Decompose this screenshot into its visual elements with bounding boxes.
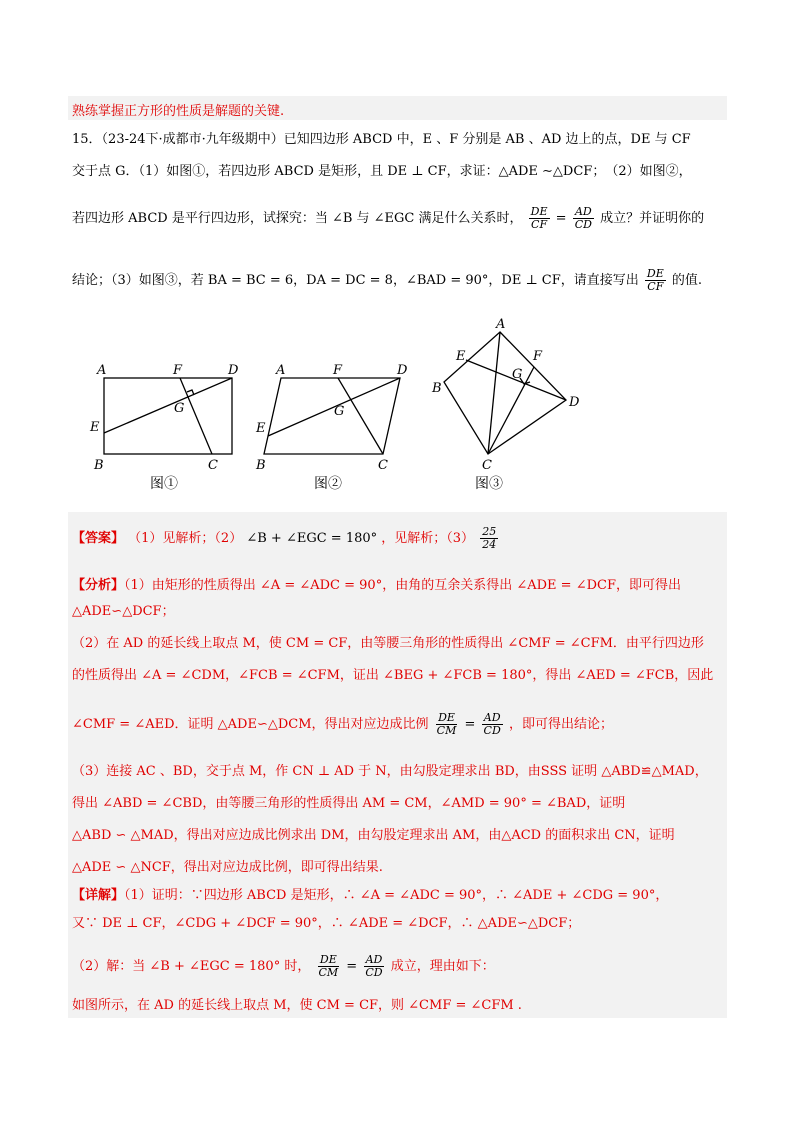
fig1-label-f: F xyxy=(173,363,183,378)
detail-text-1: （1）证明：∵四边形 ABCD 是矩形，∴ ∠A = ∠ADC = 90°，∴ ∠ADE + ∠CDG = 90°， xyxy=(124,888,669,903)
analysis-line-8: △ABD ∽ △MAD，得出对应边成比例求出 DM，由勾股定理求出 AM，由△ACD 的面积求出 CN，证明 xyxy=(72,828,675,843)
answer-text-c: ，见解析；（3） xyxy=(381,531,475,546)
fig1-caption: 图① xyxy=(150,476,178,492)
frac-den: CF xyxy=(647,280,664,293)
analysis-line-9: △ADE ∽ △NCF，得出对应边成比例，即可得出结果. xyxy=(72,860,383,875)
frac-den: CD xyxy=(365,966,383,979)
fig2-segment-fc xyxy=(338,378,383,454)
fig3-label-b: B xyxy=(432,381,442,396)
detail-text-3a: （2）解：当 ∠B + ∠EGC = 180° 时， xyxy=(72,959,311,974)
analysis-tag: 【分析】 xyxy=(72,578,125,593)
frac-num: DE xyxy=(530,205,548,218)
analysis-line-7: 得出 ∠ABD = ∠CBD，由等腰三角形的性质得出 AM = CM，∠AMD = 90° = ∠BAD，证明 xyxy=(72,796,626,811)
analysis-text-5a: ∠CMF = ∠AED．证明 △ADE∽△DCM，得出对应边成比例 xyxy=(72,717,429,732)
fig1-segment-fc xyxy=(180,378,212,454)
ratio-de-cf xyxy=(529,206,550,231)
fig2-label-f: F xyxy=(333,363,343,378)
frac-den: CF xyxy=(531,218,548,231)
analysis-line-5 xyxy=(72,712,613,737)
fig3-caption: 图③ xyxy=(475,476,503,492)
frac-num: DE xyxy=(646,267,664,280)
ratio-de-cf-2 xyxy=(645,268,666,293)
fig2-label-g: G xyxy=(334,404,345,419)
fig1-rectangle xyxy=(104,378,232,454)
fig2-label-b: B xyxy=(256,458,266,473)
analysis-line-3: （2）在 AD 的延长线上取点 M，使 CM = CF，由等腰三角形的性质得出 ∠CMF = ∠CFM．由平行四边形 xyxy=(72,636,704,651)
ratio-ad-cd xyxy=(573,206,594,231)
fig1-label-b: B xyxy=(94,458,104,473)
fig2-label-e: E xyxy=(256,421,266,436)
fig3-label-e: E xyxy=(456,349,466,364)
frac-num: AD xyxy=(483,711,501,724)
frac-num: AD xyxy=(365,953,383,966)
fig1-label-e: E xyxy=(90,420,100,435)
fig2-label-a: A xyxy=(276,363,286,378)
equals-sign: = xyxy=(464,717,476,732)
fig3-label-g: G xyxy=(512,367,523,382)
top-note: 熟练掌握正方形的性质是解题的关键. xyxy=(72,104,285,119)
fig3-label-c: C xyxy=(482,458,492,473)
fig1-label-a: A xyxy=(97,363,107,378)
answer-tag: 【答案】 xyxy=(72,531,125,546)
problem-line-4-text-b: 的值. xyxy=(671,273,703,288)
frac-den: CD xyxy=(483,724,501,737)
problem-line-1: 15．（23-24下·成都市·九年级期中）已知四边形 ABCD 中，E 、F 分别是 AB 、AD 边上的点，DE 与 CF xyxy=(72,132,691,147)
fig2-caption: 图② xyxy=(314,476,342,492)
detail-line-3 xyxy=(72,954,495,979)
analysis-text-1: （1）由矩形的性质得出 ∠A = ∠ADC = 90°，由角的互余关系得出 ∠ADE = ∠DCF，即可得出 xyxy=(124,578,681,593)
frac-num: AD xyxy=(574,205,592,218)
equals-sign: = xyxy=(555,211,567,226)
frac-den: CD xyxy=(574,218,592,231)
fig2-parallelogram xyxy=(264,378,400,454)
problem-line-2: 交于点 G．（1）如图①，若四边形 ABCD 是矩形，且 DE ⊥ CF，求证：△ADE ∼△DCF； （2）如图②， xyxy=(72,164,692,179)
fig1-label-g: G xyxy=(174,401,185,416)
equals-sign: = xyxy=(346,959,358,974)
frac-num: DE xyxy=(319,953,337,966)
analysis-line-1 xyxy=(72,574,681,593)
fig1-label-c: C xyxy=(208,458,218,473)
ratio-ad-cd xyxy=(482,712,503,737)
detail-text-3b: 成立，理由如下： xyxy=(390,959,495,974)
ratio-ad-cd-2 xyxy=(363,954,384,979)
analysis-text-5b: ，即可得出结论； xyxy=(508,717,613,732)
frac-num: DE xyxy=(438,711,455,724)
detail-line-2: 又∵ DE ⊥ CF，∠CDG + ∠DCF = 90°，∴ ∠ADE = ∠DCF，∴ △ADE∽△DCF； xyxy=(72,916,581,931)
problem-line-4 xyxy=(72,268,702,293)
ratio-de-cm-2 xyxy=(316,954,340,979)
problem-line-3 xyxy=(72,206,704,231)
problem-line-4-text-a: 结论；（3）如图③，若 BA = BC = 6，DA = DC = 8，∠BAD = 90°，DE ⊥ CF，请直接写出 xyxy=(72,273,639,288)
analysis-line-6: （3）连接 AC 、BD，交于点 M，作 CN ⊥ AD 于 N，由勾股定理求出 BD，由SSS 证明 △ABD≌△MAD， xyxy=(72,764,708,779)
detail-line-1 xyxy=(72,884,668,903)
answer-line xyxy=(72,526,500,551)
figure-2 xyxy=(264,378,400,454)
answer-text-a: （1）见解析；（2） xyxy=(128,531,243,546)
analysis-line-2: △ADE∽△DCF； xyxy=(72,604,175,619)
answer-angle-relation: ∠B + ∠EGC = 180° xyxy=(246,531,378,546)
figures-svg xyxy=(0,312,800,502)
frac-den: CM xyxy=(436,724,457,737)
detail-tag: 【详解】 xyxy=(72,888,125,903)
frac-den: CM xyxy=(318,966,339,979)
figure-1 xyxy=(104,378,232,454)
fig2-label-d: D xyxy=(397,363,408,378)
ratio-de-cm xyxy=(435,712,459,737)
fig3-label-d: D xyxy=(569,395,580,410)
fig2-label-c: C xyxy=(378,458,388,473)
frac-num: 25 xyxy=(482,525,497,538)
fig1-label-d: D xyxy=(228,363,239,378)
answer-fraction xyxy=(480,526,498,551)
problem-line-3-text-a: 若四边形 ABCD 是平行四边形，试探究：当 ∠B 与 ∠EGC 满足什么关系时， xyxy=(72,211,523,226)
frac-den: 24 xyxy=(482,538,497,551)
fig3-label-a: A xyxy=(496,317,506,332)
fig1-segment-de xyxy=(104,378,232,433)
detail-line-4: 如图所示，在 AD 的延长线上取点 M，使 CM = CF，则 ∠CMF = ∠CFM . xyxy=(72,998,522,1013)
problem-line-3-text-b: 成立？并证明你的 xyxy=(600,211,705,226)
analysis-line-4: 的性质得出 ∠A = ∠CDM，∠FCB = ∠CFM，证出 ∠BEG + ∠FCB = 180°，得出 ∠AED = ∠FCB，因此 xyxy=(72,668,714,683)
fig3-label-f: F xyxy=(533,349,543,364)
